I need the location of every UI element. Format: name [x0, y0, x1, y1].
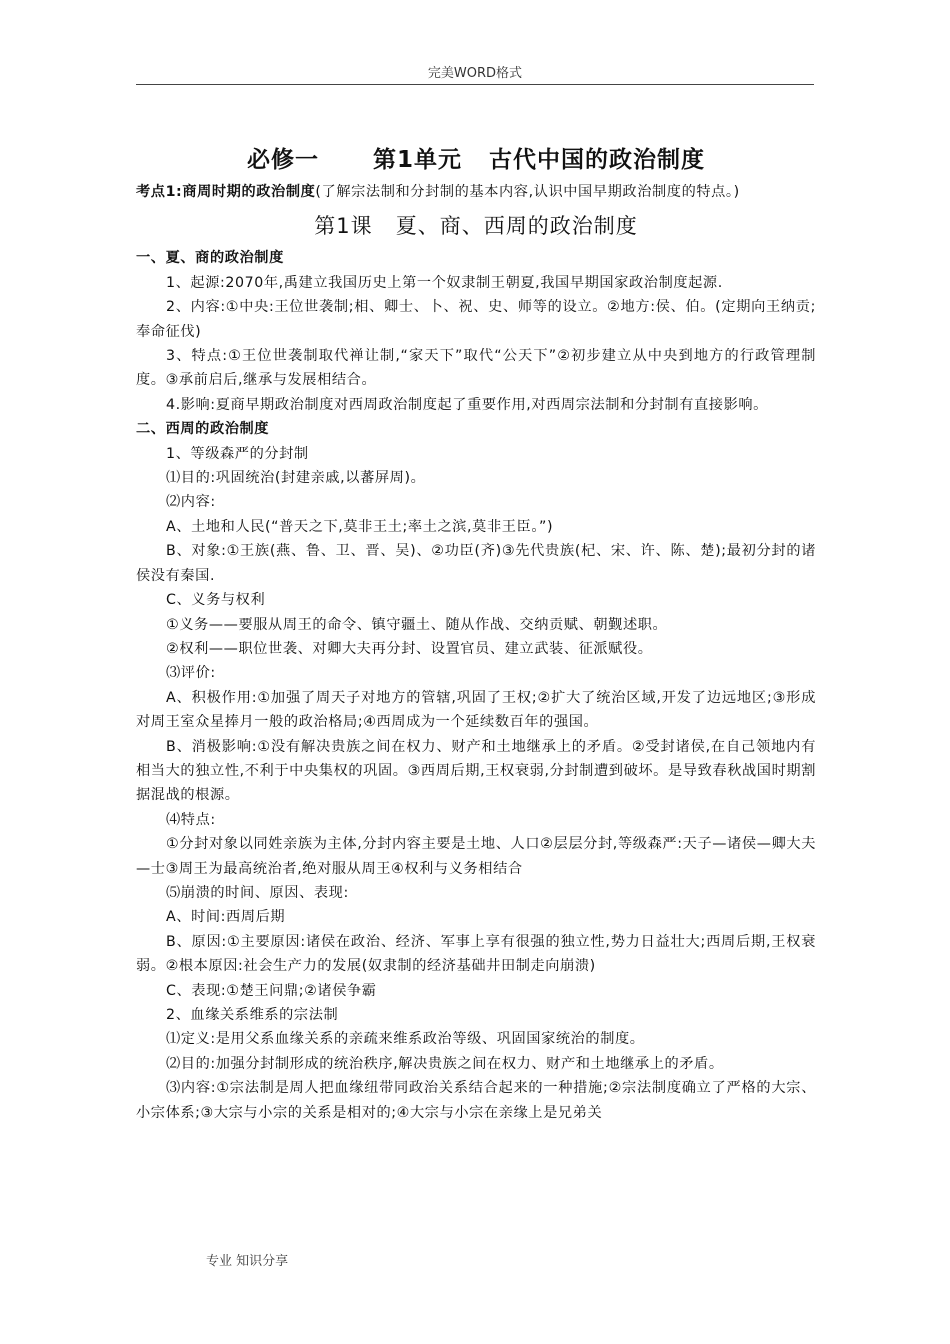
body-paragraph: 2、血缘关系维系的宗法制 — [166, 1007, 339, 1023]
section-heading: 二、西周的政治制度 — [136, 421, 270, 438]
lesson-title — [136, 206, 816, 246]
lesson-name: 夏、商、西周的政治制度 — [395, 214, 638, 239]
title-part-3: 古代中国的政治制度 — [489, 147, 706, 173]
body-paragraph: 3、特点:①王位世袭制取代禅让制,“家天下”取代“公天下”②初步建立从中央到地方的行政管理制度。③承前启后,继承与发展相结合。 — [136, 348, 816, 389]
body-paragraph: A、土地和人民(“普天之下,莫非王土;率土之滨,莫非王臣。”) — [166, 518, 554, 535]
title-part-1: 必修一 — [246, 147, 319, 173]
body-paragraph: C、表现:①楚王问鼎;②诸侯争霸 — [166, 982, 377, 999]
kaodian-label: 考点1:商周时期的政治制度 — [136, 184, 316, 200]
kaodian-text: (了解宗法制和分封制的基本内容,认识中国早期政治制度的特点。) — [315, 184, 740, 200]
body-paragraph: ⑶评价: — [166, 665, 216, 682]
body-paragraph: 1、等级森严的分封制 — [166, 445, 309, 462]
body-paragraph: ②权利——职位世袭、对卿大夫再分封、设置官员、建立武装、征派赋役。 — [166, 640, 653, 657]
body-paragraph: A、积极作用:①加强了周天子对地方的管辖,巩固了王权;②扩大了统治区域,开发了边远地区;③形成对周王室众星捧月一般的政治格局;④西周成为一个延续数百年的强国。 — [136, 689, 816, 731]
title-part-2: 第1单元 — [373, 147, 463, 173]
body-paragraph: 1、起源:2070年,禹建立我国历史上第一个奴隶制王朝夏,我国早期国家政治制度起源. — [166, 274, 723, 291]
body-paragraph: ⑵内容: — [166, 494, 216, 511]
page-footer: 专业 知识分享 — [206, 1254, 289, 1269]
body-paragraph: ⑸崩溃的时间、原因、表现: — [166, 884, 349, 901]
document-body — [136, 140, 816, 1125]
header-divider — [136, 84, 814, 85]
body-paragraph: ①义务——要服从周王的命令、镇守疆土、随从作战、交纳贡赋、朝觐述职。 — [166, 616, 668, 633]
body-paragraph: 2、内容:①中央:王位世袭制;相、卿士、卜、祝、史、师等的设立。②地方:侯、伯。(定期向王纳贡;奉命征伐) — [136, 299, 816, 340]
unit-title — [136, 140, 816, 180]
body-paragraph: ⑵目的:加强分封制形成的统治秩序,解决贵族之间在权力、财产和土地继承上的矛盾。 — [166, 1055, 724, 1072]
body-paragraph: ⑴目的:巩固统治(封建亲戚,以蕃屏周)。 — [166, 470, 426, 487]
section-heading: 一、夏、商的政治制度 — [136, 250, 284, 267]
body-paragraph: ⑴定义:是用父系血缘关系的亲疏来维系政治等级、巩固国家统治的制度。 — [166, 1031, 645, 1048]
kaodian-paragraph — [136, 180, 816, 204]
body-paragraph: ①分封对象以同姓亲族为主体,分封内容主要是土地、人口②层层分封,等级森严:天子—诸侯—卿大夫—士③周王为最高统治者,绝对服从周王④权利与义务相结合 — [136, 836, 816, 877]
body-paragraph: C、义务与权利 — [166, 592, 266, 609]
lesson-number: 第1课 — [314, 214, 373, 239]
page-header: 完美WORD格式 — [427, 66, 523, 81]
body-paragraph: A、时间:西周后期 — [166, 909, 286, 926]
body-paragraph: B、对象:①王族(燕、鲁、卫、晋、吴)、②功臣(齐)③先代贵族(杞、宋、许、陈、楚);最初分封的诸侯没有秦国. — [136, 543, 816, 584]
body-paragraph: ⑷特点: — [166, 811, 216, 828]
body-paragraphs — [136, 246, 816, 1125]
body-paragraph: ⑶内容:①宗法制是周人把血缘纽带同政治关系结合起来的一种措施;②宗法制度确立了严格的大宗、小宗体系;③大宗与小宗的关系是相对的;④大宗与小宗在亲缘上是兄弟关 — [136, 1080, 816, 1121]
body-paragraph: B、原因:①主要原因:诸侯在政治、经济、军事上享有很强的独立性,势力日益壮大;西周后期,王权衰弱。②根本原因:社会生产力的发展(奴隶制的经济基础井田制走向崩溃) — [136, 933, 816, 975]
body-paragraph: B、消极影响:①没有解决贵族之间在权力、财产和土地继承上的矛盾。②受封诸侯,在自己领地内有相当大的独立性,不利于中央集权的巩固。③西周后期,王权衰弱,分封制遭到破坏。是导致春秋战国时期割据混战的根源。 — [136, 738, 816, 804]
body-paragraph: 4.影响:夏商早期政治制度对西周政治制度起了重要作用,对西周宗法制和分封制有直接影响。 — [166, 396, 768, 413]
